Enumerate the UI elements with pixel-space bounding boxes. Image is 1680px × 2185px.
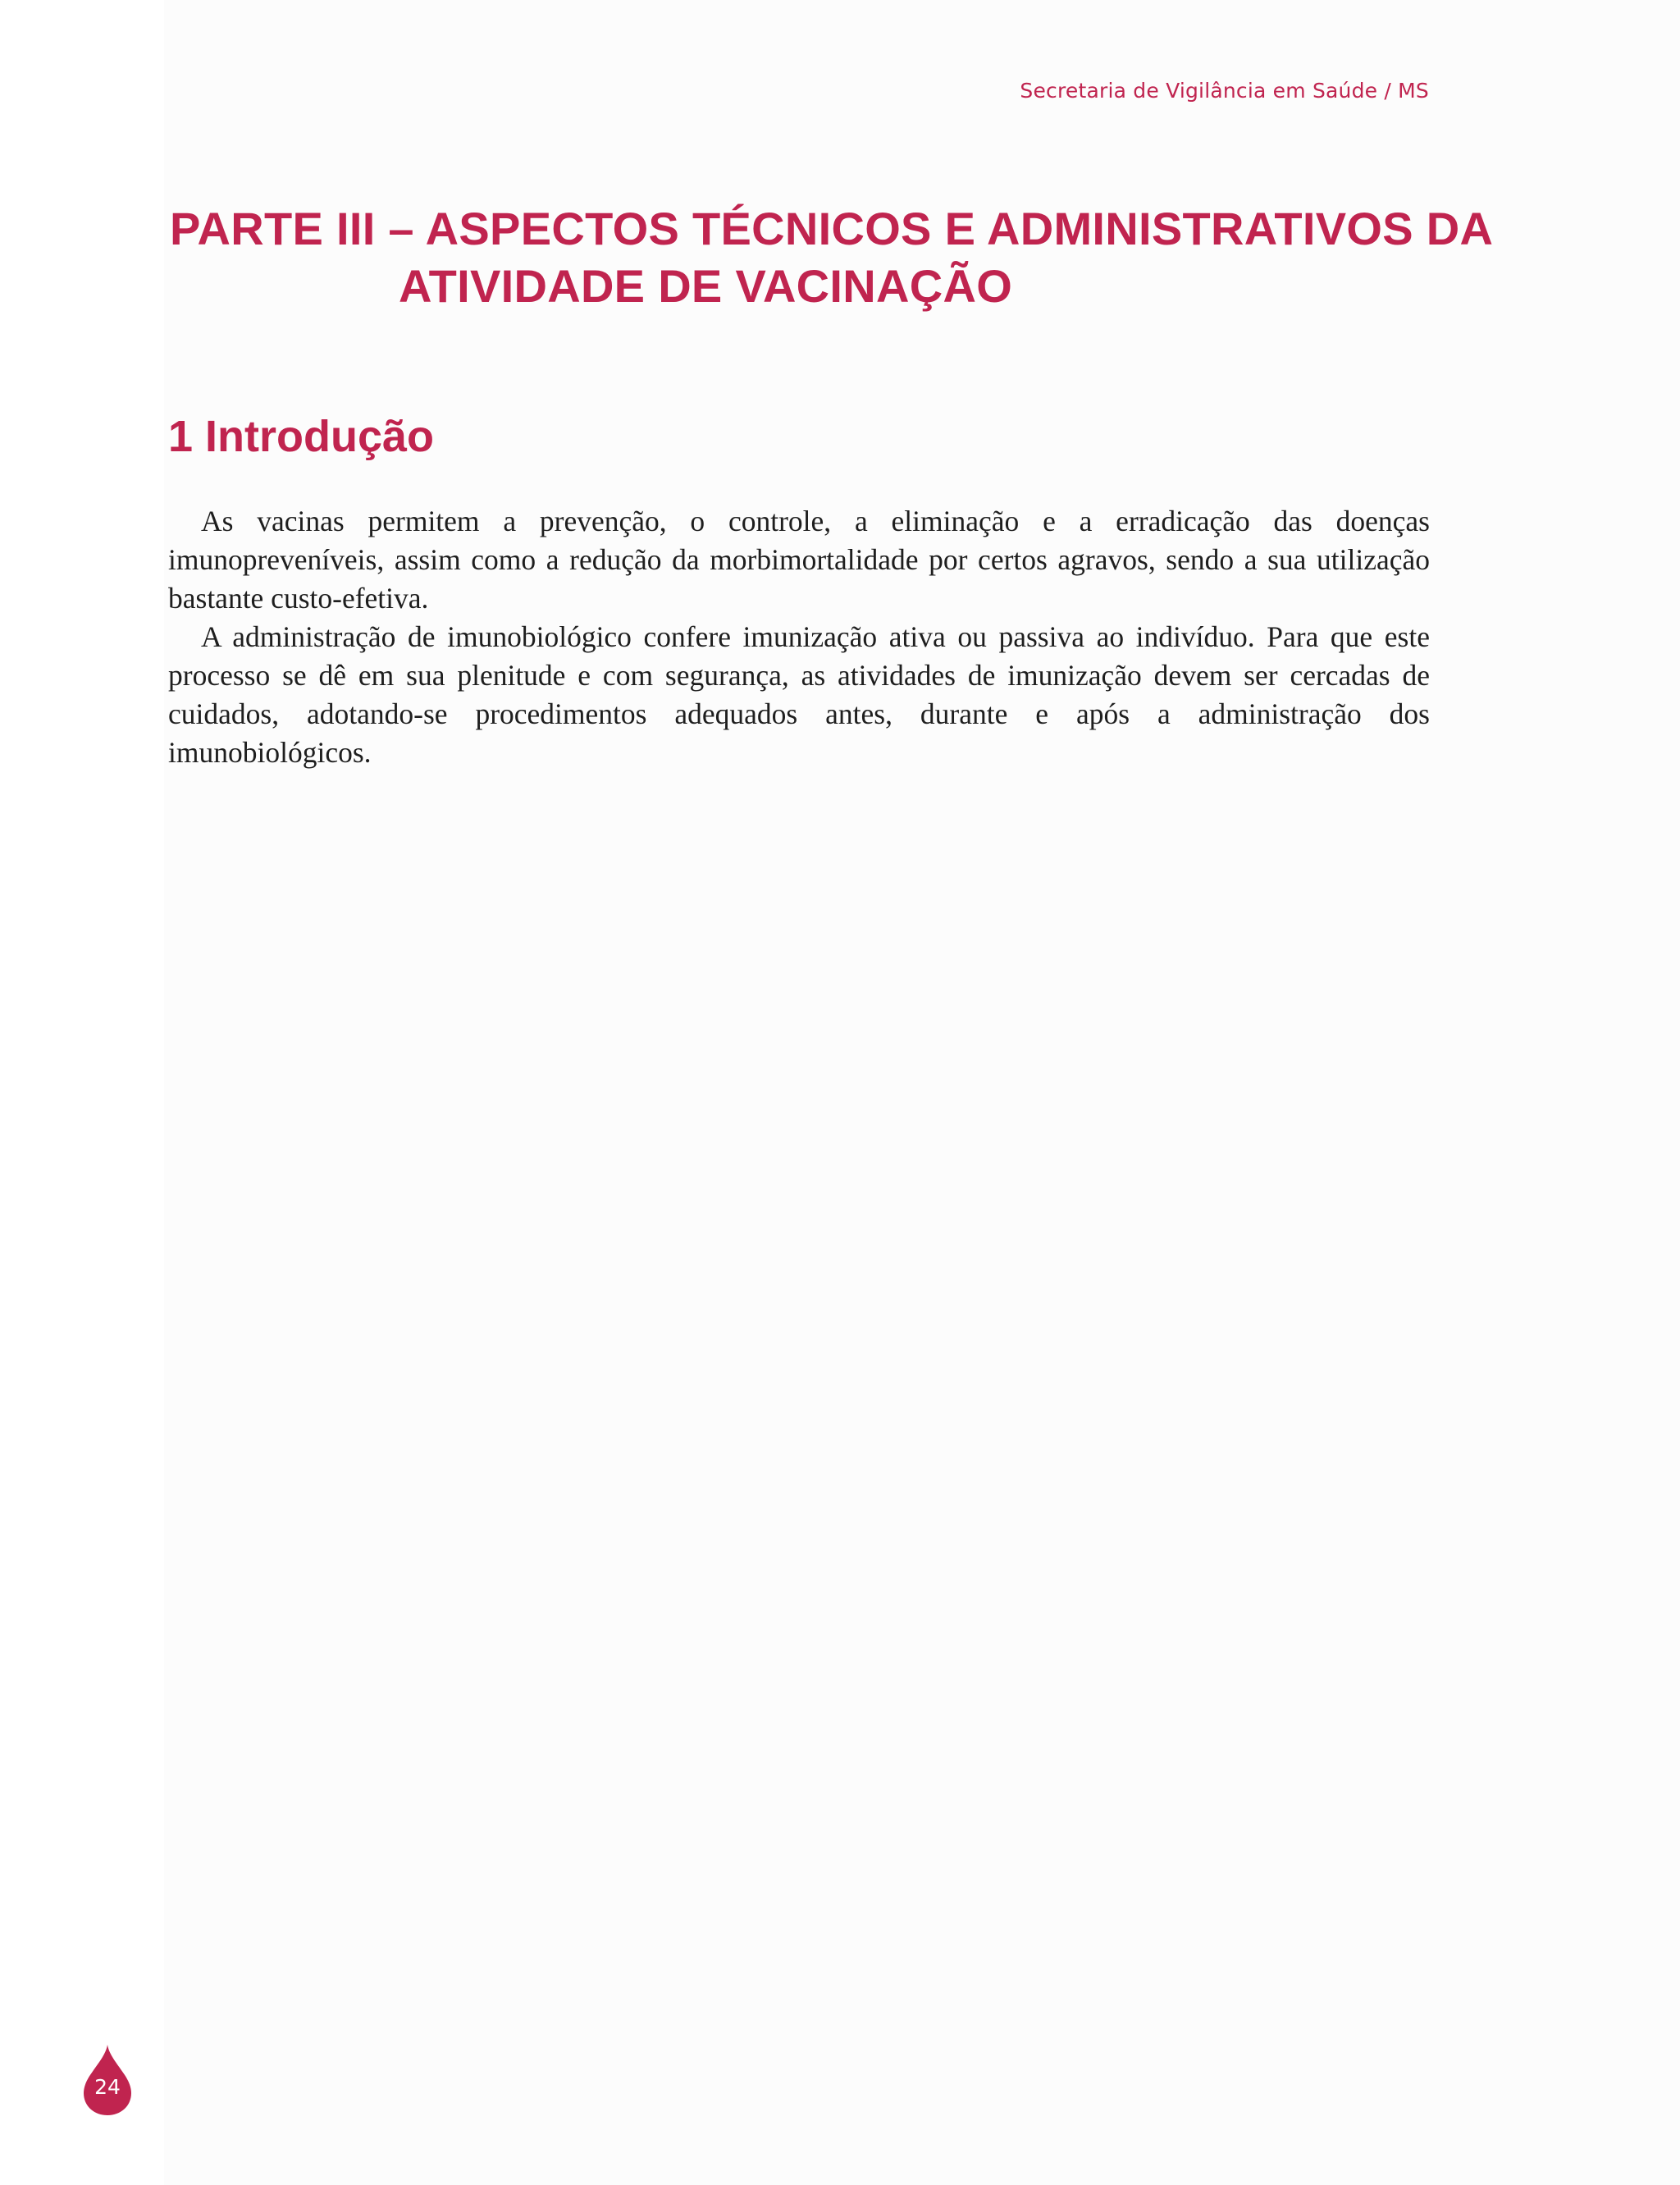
page-background bbox=[164, 0, 1680, 2185]
paragraph: A administração de imunobiológico confere imunização ativa ou passiva ao indivíduo. Para que este processo se dê em sua plenitude e com segurança, as atividades de imunização devem ser cercadas de cuidados, adotando-se procedimentos adequados antes, durante e após a administração dos imunobiológicos. bbox=[168, 620, 1430, 769]
section-title: 1 Introdução bbox=[168, 412, 435, 461]
part-title-line-1: PARTE III – ASPECTOS TÉCNICOS E ADMINISTRATIVOS DA bbox=[170, 203, 1494, 254]
part-title bbox=[170, 200, 1494, 315]
part-title-line-2: ATIVIDADE DE VACINAÇÃO bbox=[399, 260, 1013, 312]
page-number: 24 bbox=[94, 2075, 121, 2099]
running-header: Secretaria de Vigilância em Saúde / MS bbox=[1020, 79, 1429, 103]
paragraph: As vacinas permitem a prevenção, o controle, a eliminação e a erradicação das doenças imunopreveníveis, assim como a redução da morbimortalidade por certos agravos, sendo a sua utilização bastante custo-efetiva. bbox=[168, 505, 1430, 615]
body-text bbox=[168, 502, 1430, 772]
